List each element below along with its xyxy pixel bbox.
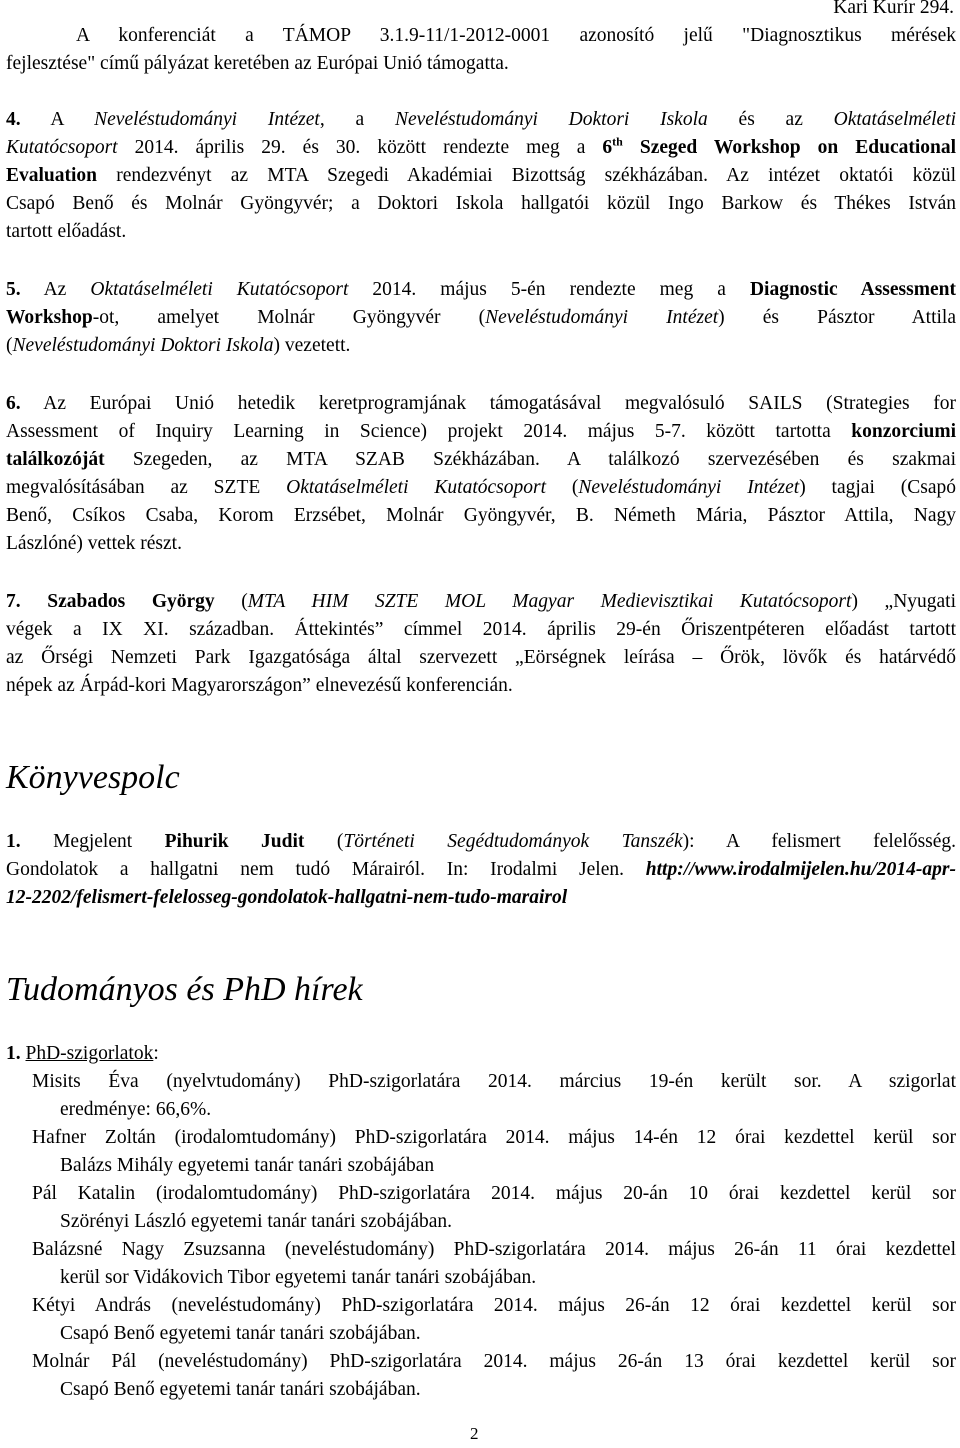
item4-line-5: tartott előadást. bbox=[6, 221, 127, 242]
research-group-name: Kutatócsoport bbox=[6, 137, 118, 158]
phd-entry-6-line-2: Csapó Benő egyetemi tanár tanári szobájában. bbox=[60, 1379, 421, 1400]
item4-line-3 bbox=[6, 162, 956, 190]
item7-line-2: végek a IX XI. században. Áttekintés” címmel 2014. április 29-én Őriszentpéteren előadást tartott bbox=[6, 619, 956, 640]
item6-line-4 bbox=[6, 474, 956, 502]
meeting-highlight: találkozóját bbox=[6, 449, 105, 470]
item5-line-2 bbox=[6, 304, 956, 332]
text: ( bbox=[241, 591, 248, 612]
item7-line-3: az Őrségi Nemzeti Park Igazgatósága által szervezett „Eörségnek leírása – Őrök, lövők és határvédő bbox=[6, 647, 956, 668]
phd-entry-3-line-2: Szörényi László egyetemi tanár tanári szobájában. bbox=[60, 1211, 452, 1232]
phd-exams-label: PhD-szigorlatok bbox=[25, 1043, 154, 1064]
text: ( bbox=[336, 831, 344, 852]
workshop-title: Szeged Workshop on Educational bbox=[639, 137, 957, 158]
person-name: Szabados György bbox=[47, 591, 215, 612]
item5-line-3 bbox=[6, 332, 350, 360]
item4-line-4: Csapó Benő és Molnár Gyöngyvér; a Doktori Iskola hallgatói közül Ingo Barkow és Thékes István bbox=[6, 193, 956, 214]
text: ) tagjai (Csapó bbox=[799, 477, 956, 498]
text: ( bbox=[6, 335, 13, 356]
section-heading-phd-news: Tudományos és PhD hírek bbox=[6, 971, 363, 1008]
text: ) „Nyugati bbox=[851, 591, 957, 612]
phd-entry-5-line-2: Csapó Benő egyetemi tanár tanári szobájában. bbox=[60, 1323, 421, 1344]
intro-line-2: fejlesztése" című pályázat keretében az Európai Unió támogatta. bbox=[6, 53, 509, 74]
item6-number: 6. bbox=[6, 393, 21, 414]
item4-number: 4. bbox=[6, 109, 21, 130]
text: A bbox=[50, 109, 64, 130]
text: -ot, amelyet Molnár Gyöngyvér ( bbox=[92, 307, 486, 328]
item7-line-4: népek az Árpád-kori Magyarországon” elnevezésű konferencián. bbox=[6, 675, 513, 696]
workshop-title: Evaluation bbox=[6, 165, 98, 186]
item7-number: 7. bbox=[6, 591, 21, 612]
article-link-continued[interactable]: 12-2202/felismert-felelosseg-gondolatok-hallgatni-nem-tudo-marairol bbox=[6, 887, 568, 908]
text: ): A felismert felelősség. bbox=[682, 831, 957, 852]
doctoral-school-name: Neveléstudományi Doktori Iskola bbox=[394, 109, 708, 130]
item5-line-1 bbox=[6, 276, 956, 304]
page-number: 2 bbox=[470, 1424, 479, 1443]
research-group-name: Oktatáselméleti Kutatócsoport bbox=[286, 477, 546, 498]
institute-name: Neveléstudományi Intézet bbox=[578, 477, 800, 498]
phd-item-number: 1. bbox=[6, 1043, 21, 1064]
workshop-title: Workshop bbox=[6, 307, 93, 328]
bookshelf-line-2 bbox=[6, 856, 956, 884]
phd-entry-1-line-1: Misits Éva (nyelvtudomány) PhD-szigorlatára 2014. március 19-én került sor. A szigorlat bbox=[32, 1071, 956, 1092]
workshop-ordinal: 6 bbox=[602, 137, 613, 158]
meeting-highlight: konzorciumi bbox=[851, 421, 956, 442]
text: : bbox=[153, 1043, 159, 1064]
item6-line-2 bbox=[6, 418, 956, 446]
item6-line-5: Benő, Csíkos Csaba, Korom Erzsébet, Molnár Gyöngyvér, B. Németh Mária, Pásztor Attila, Nagy bbox=[6, 505, 956, 526]
item7-line-1 bbox=[6, 588, 956, 616]
department-name: Történeti Segédtudományok Tanszék bbox=[343, 831, 683, 852]
phd-entry-4-line-2: kerül sor Vidákovich Tibor egyetemi tanár tanári szobájában. bbox=[60, 1267, 537, 1288]
phd-entry-2-line-2: Balázs Mihály egyetemi tanár tanári szobájában bbox=[60, 1155, 435, 1176]
section-heading-bookshelf: Könyvespolc bbox=[6, 759, 180, 796]
phd-entry-3-line-1: Pál Katalin (irodalomtudomány) PhD-szigorlatára 2014. május 20-án 10 órai kezdettel kerül sor bbox=[32, 1183, 956, 1204]
article-link[interactable]: http://www.irodalmijelen.hu/2014-apr- bbox=[645, 859, 957, 880]
text: 2014. április 29. és 30. között rendezte meg a bbox=[134, 137, 586, 158]
text: Megjelent bbox=[53, 831, 133, 852]
text: Az Európai Unió hetedik keretprogramjának támogatásával megvalósuló SAILS (Strategies for bbox=[43, 393, 956, 414]
institute-name: Neveléstudományi Intézet bbox=[94, 109, 320, 130]
bookshelf-item-number: 1. bbox=[6, 831, 21, 852]
text: Gondolatok a hallgatni nem tudó Márairól. In: Irodalmi Jelen. bbox=[6, 859, 625, 880]
research-group-name: MTA HIM SZTE MOL Magyar Medievisztikai Kutatócsoport bbox=[247, 591, 852, 612]
text: és az bbox=[738, 109, 803, 130]
text: ) vezetett. bbox=[273, 335, 351, 356]
workshop-title: Diagnostic Assessment bbox=[749, 279, 956, 300]
text: Szegeden, az MTA SZAB Székházában. A találkozó szervezésében és szakmai bbox=[132, 449, 956, 470]
phd-subsection-title bbox=[6, 1040, 159, 1068]
superscript: th bbox=[612, 134, 623, 149]
phd-entry-4-line-1: Balázsné Nagy Zsuzsanna (neveléstudomány) PhD-szigorlatára 2014. május 26-án 11 órai kezdettel bbox=[32, 1239, 956, 1260]
item5-number: 5. bbox=[6, 279, 21, 300]
text: Assessment of Inquiry Learning in Science) projekt 2014. május 5-7. között tartotta bbox=[6, 421, 831, 442]
phd-entry-1-line-2: eredménye: 66,6%. bbox=[60, 1099, 212, 1120]
text: , a bbox=[319, 109, 365, 130]
text: rendezvényt az MTA Szegedi Akadémiai Bizottság székházában. Az intézet oktatói közül bbox=[116, 165, 957, 186]
page-header: Kari Kurír 294. bbox=[833, 0, 954, 18]
research-group-name: Oktatáselméleti Kutatócsoport bbox=[90, 279, 349, 300]
phd-entry-2-line-1: Hafner Zoltán (irodalomtudomány) PhD-szigorlatára 2014. május 14-én 12 órai kezdettel kerül sor bbox=[32, 1127, 956, 1148]
bookshelf-line-1 bbox=[6, 828, 956, 856]
person-name: Pihurik Judit bbox=[164, 831, 305, 852]
item4-line-1 bbox=[6, 106, 956, 134]
item6-line-3 bbox=[6, 446, 956, 474]
institute-name: Neveléstudományi Intézet bbox=[485, 307, 719, 328]
research-group-name: Oktatáselméleti bbox=[833, 109, 957, 130]
intro-line-1: A konferenciát a TÁMOP 3.1.9-11/1-2012-0001 azonosító jelű "Diagnosztikus mérések bbox=[76, 25, 956, 46]
item6-line-6: Lászlóné) vettek részt. bbox=[6, 533, 182, 554]
doctoral-school-name: Neveléstudományi Doktori Iskola bbox=[12, 335, 274, 356]
phd-entry-5-line-1: Kétyi András (neveléstudomány) PhD-szigorlatára 2014. május 26-án 12 órai kezdettel kerül sor bbox=[32, 1295, 956, 1316]
text: ( bbox=[571, 477, 579, 498]
phd-entry-6-line-1: Molnár Pál (neveléstudomány) PhD-szigorlatára 2014. május 26-án 13 órai kezdettel kerül sor bbox=[32, 1351, 956, 1372]
text: ) és Pásztor Attila bbox=[718, 307, 956, 328]
text: Az bbox=[43, 279, 67, 300]
item4-line-2 bbox=[6, 134, 956, 162]
item6-line-1 bbox=[6, 390, 956, 418]
text: megvalósításában az SZTE bbox=[6, 477, 261, 498]
text: 2014. május 5-én rendezte meg a bbox=[372, 279, 726, 300]
